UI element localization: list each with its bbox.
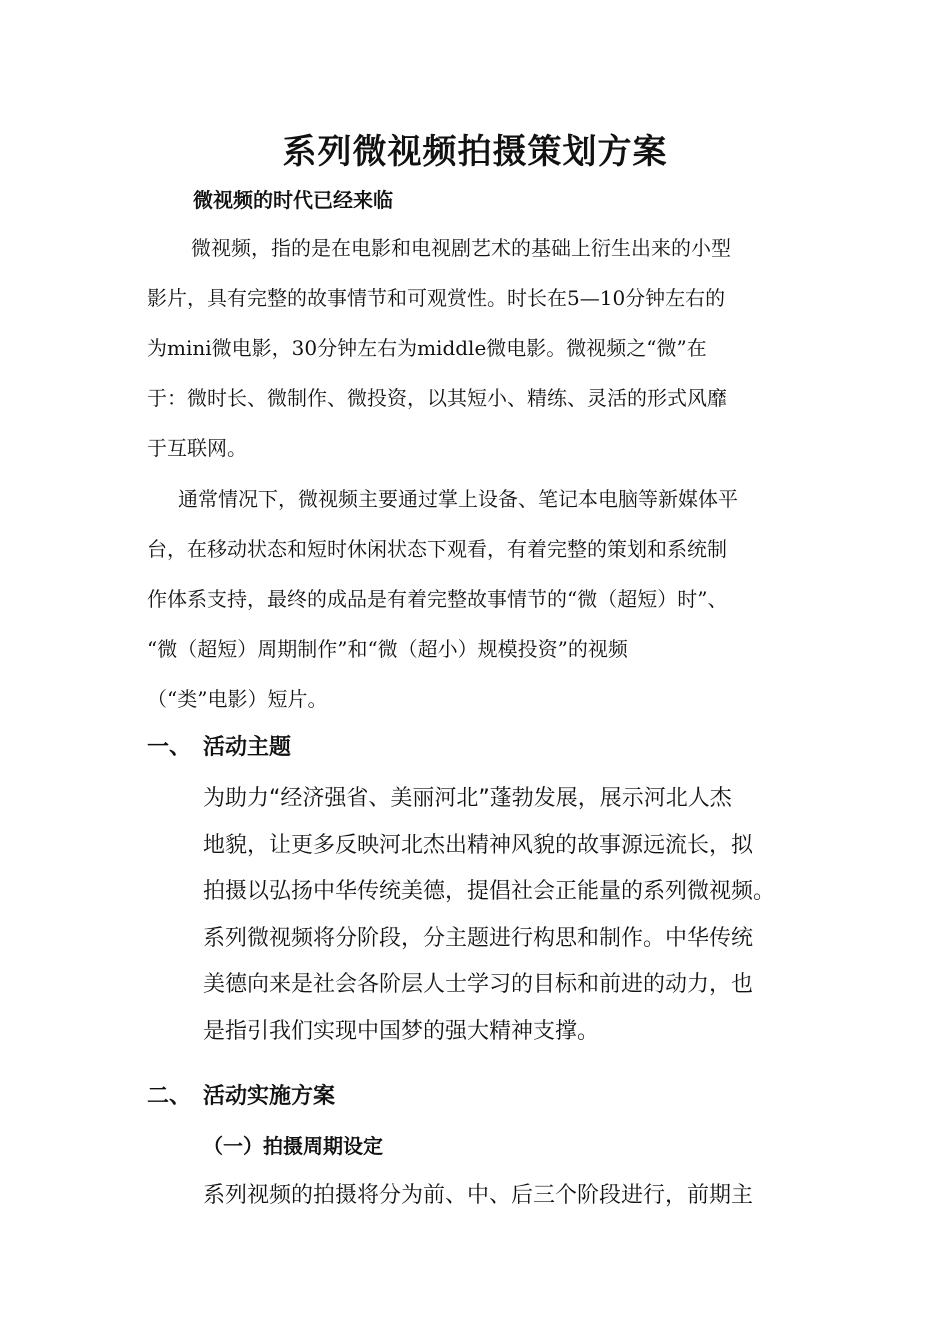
body-line: 是指引我们实现中国梦的强大精神支撑。 — [203, 1018, 600, 1044]
paragraph-line: 台，在移动状态和短时休闲状态下观看，有着完整的策划和系统制 — [147, 537, 727, 561]
body-line: 拍摄以弘扬中华传统美德，提倡社会正能量的系列微视频。 — [203, 879, 776, 904]
paragraph-line: 微视频，指的是在电影和电视剧艺术的基础上衍生出来的小型 — [191, 236, 731, 260]
body-line: 系列视频的拍摄将分为前、中、后三个阶段进行，前期主 — [203, 1183, 754, 1208]
section-title: 活动主题 — [203, 735, 292, 760]
section-title: 活动实施方案 — [203, 1084, 336, 1109]
paragraph-line: 通常情况下，微视频主要通过掌上设备、笔记本电脑等新媒体平 — [178, 487, 738, 511]
body-line: 系列微视频将分阶段，分主题进行构思和制作。中华传统 — [203, 925, 754, 951]
document-subtitle: 微视频的时代已经来临 — [193, 188, 393, 212]
intro-paragraph-2 — [147, 474, 817, 724]
paragraph-line: “微（超短）周期制作”和“微（超小）规模投资”的视频 — [147, 637, 628, 661]
section-number: 二、 — [147, 1084, 192, 1109]
section-number: 一、 — [147, 735, 192, 760]
body-line: 为助力“经济强省、美丽河北”蓬勃发展，展示河北人杰 — [203, 786, 732, 811]
body-line: 地貌，让更多反映河北杰出精神风貌的故事源远流长，拟 — [203, 832, 754, 858]
document-title: 系列微视频拍摄策划方案 — [282, 132, 668, 172]
body-line: 美德向来是社会各阶层人士学习的目标和前进的动力，也 — [203, 972, 754, 997]
subsection-heading: （一）拍摄周期设定 — [203, 1134, 383, 1158]
subsection-body — [203, 1173, 833, 1220]
paragraph-line: 影片，具有完整的故事情节和可观赏性。时长在5—10分钟左右的 — [147, 286, 726, 310]
paragraph-line: 于互联网。 — [147, 436, 247, 460]
section-1-body — [203, 776, 833, 1055]
paragraph-line: 于：微时长、微制作、微投资，以其短小、精练、灵活的形式风靡 — [147, 386, 727, 410]
intro-paragraph-1 — [147, 223, 817, 473]
paragraph-line: 为mini微电影，30分钟左右为middle微电影。微视频之“微”在 — [147, 336, 707, 360]
paragraph-line: 作体系支持，最终的成品是有着完整故事情节的“微（超短）时”、 — [147, 587, 728, 611]
section-2-heading — [147, 1079, 335, 1115]
section-1-heading — [147, 730, 291, 766]
paragraph-line: （“类”电影）短片。 — [147, 687, 328, 711]
